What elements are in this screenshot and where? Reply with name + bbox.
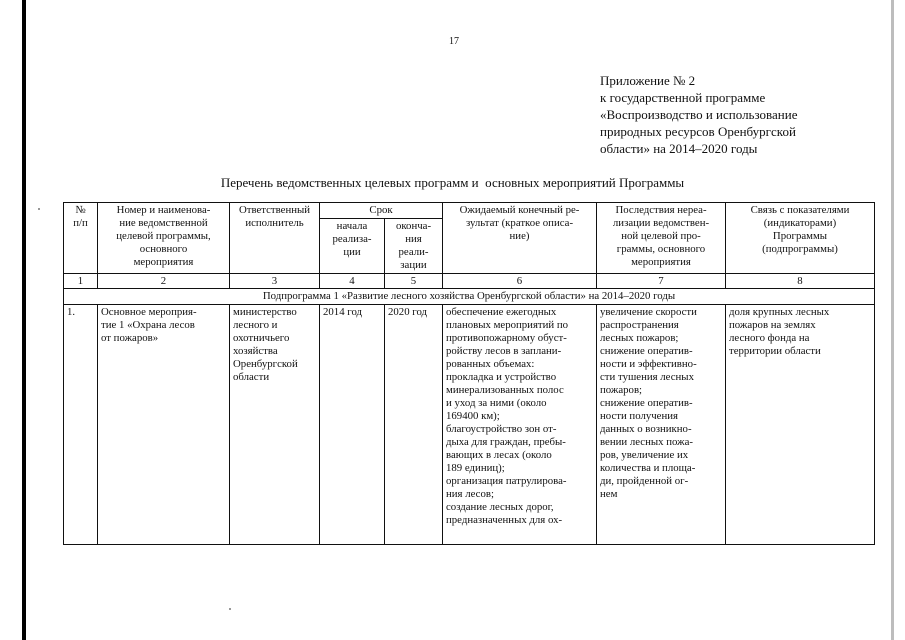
appendix-line: области» на 2014–2020 годы — [600, 141, 758, 156]
header-indicators: Связь с показателями (индикаторами) Программы (подпрограммы) — [726, 203, 875, 274]
row-indicators: доля крупных лесных пожаров на землях лесного фонда на территории области — [726, 305, 875, 545]
row-end: 2020 год — [385, 305, 443, 545]
row-name: Основное мероприя- тие 1 «Охрана лесов от пожаров» — [98, 305, 230, 545]
column-number: 8 — [726, 274, 875, 289]
programs-table — [63, 202, 875, 545]
row-result: обеспечение ежегодных плановых мероприятий по противопожарному обуст- ройству лесов в заплани- рованных объемах: прокладка и устройство минерализованных полос и уход за ними (около 169400 км); благоустройство зон от- дыха для граждан, пребы- вающих в лесах (около 189 единиц); организация патрулирова- ния лесов; создание лесных дорог, предназначенных для ох- — [443, 305, 597, 545]
row-executor: министерство лесного и охотничьего хозяйства Оренбургской области — [230, 305, 320, 545]
subprogram-row — [64, 289, 875, 305]
column-number: 5 — [385, 274, 443, 289]
appendix-line: «Воспроизводство и использование — [600, 107, 798, 122]
appendix-line: природных ресурсов Оренбургской — [600, 124, 796, 139]
header-num: № п/п — [64, 203, 98, 274]
scan-speck — [38, 208, 40, 210]
subprogram-title: Подпрограмма 1 «Развитие лесного хозяйства Оренбургской области» на 2014–2020 годы — [64, 289, 875, 305]
row-start: 2014 год — [320, 305, 385, 545]
scan-speck — [229, 608, 231, 610]
column-number: 1 — [64, 274, 98, 289]
scan-edge-right — [891, 0, 894, 640]
header-executor: Ответственный исполнитель — [230, 203, 320, 274]
column-number-row — [64, 274, 875, 289]
row-num: 1. — [64, 305, 98, 545]
header-term: Срок — [320, 203, 443, 219]
column-number: 2 — [98, 274, 230, 289]
column-number: 4 — [320, 274, 385, 289]
appendix-line: Приложение № 2 — [600, 73, 696, 88]
column-number: 7 — [597, 274, 726, 289]
table-row — [64, 305, 875, 545]
header-term-start: начала реализа- ции — [320, 219, 385, 274]
column-number: 6 — [443, 274, 597, 289]
header-result: Ожидаемый конечный ре- зультат (краткое описа- ние) — [443, 203, 597, 274]
header-consequences: Последствия нереа- лизации ведомствен- ной целевой про- граммы, основного мероприятия — [597, 203, 726, 274]
document-title: Перечень ведомственных целевых программ и основных мероприятий Программы — [220, 175, 685, 190]
column-number: 3 — [230, 274, 320, 289]
appendix-line: к государственной программе — [600, 90, 766, 105]
appendix-header — [600, 72, 797, 157]
header-name: Номер и наименова- ние ведомственной целевой программы, основного мероприятия — [98, 203, 230, 274]
page-number: 17 — [449, 36, 459, 47]
header-row — [64, 203, 875, 219]
header-term-end: оконча- ния реали- зации — [385, 219, 443, 274]
scan-edge-left — [22, 0, 26, 640]
row-consequences: увеличение скорости распространения лесных пожаров; снижение оператив- ности и эффективно- сти тушения лесных пожаров; снижение оператив- ности получения данных о возникно- вении лесных пожа- ров, увеличение их количества и площа- ди, пройденной ог- нем — [597, 305, 726, 545]
